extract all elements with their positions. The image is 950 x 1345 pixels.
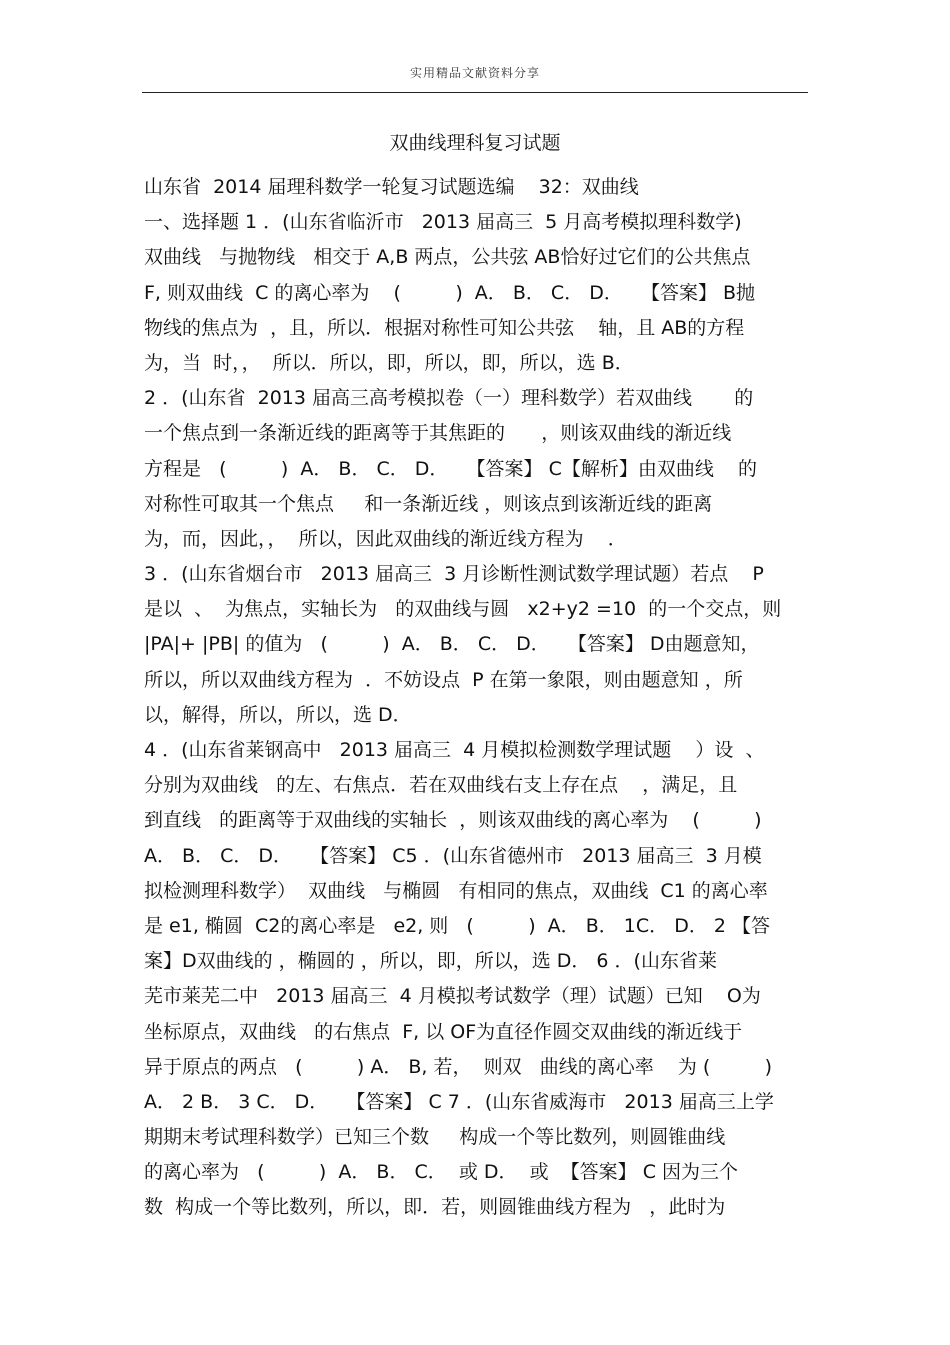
text-line: F, 则双曲线 C 的离心率为 ( ) A． B． C． D． 【答案】 B抛 bbox=[144, 281, 756, 304]
text-line: 异于原点的两点 ( ) A． B, 若， 则双 曲线的离心率 为 ( ) bbox=[144, 1055, 773, 1078]
text-line: 山东省 2014 届理科数学一轮复习试题选编 32：双曲线 bbox=[144, 176, 639, 198]
text-line: 坐标原点，双曲线 的右焦点 F, 以 OF为直径作圆交双曲线的渐近线于 bbox=[144, 1020, 743, 1043]
running-header: 实用精品文献资料分享 bbox=[409, 66, 540, 80]
header-divider bbox=[142, 92, 808, 93]
text-line: 2 ．(山东省 2013 届高三高考模拟卷（一）理科数学）若双曲线 的 bbox=[144, 387, 754, 410]
text-line: 分别为双曲线 的左、右焦点．若在双曲线右支上存在点 ，满足，且 bbox=[144, 774, 738, 797]
text-line: 为，而，因此，， 所以，因此双曲线的渐近线方程为 ． bbox=[144, 527, 627, 550]
text-line: 一个焦点到一条渐近线的距离等于其焦距的 ，则该双曲线的渐近线 bbox=[144, 422, 732, 445]
text-line: 一、选择题 1 ．(山东省临沂市 2013 届高三 5 月高考模拟理科数学) bbox=[144, 211, 742, 234]
text-line: 以，解得，所以，所以，选 D． bbox=[144, 703, 412, 726]
text-line: 对称性可取其一个焦点 和一条渐近线 ，则该点到该渐近线的距离 bbox=[144, 492, 713, 515]
text-line: 芜市莱芜二中 2013 届高三 4 月模拟考试数学（理）试题）已知 O为 bbox=[144, 985, 761, 1008]
text-line: 是 e1, 椭圆 C2的离心率是 e2, 则 ( ) A． B． 1C． D． 2 【答 bbox=[144, 914, 770, 937]
text-line: 为，当 时，， 所以．所以，即，所以，即，所以，选 B． bbox=[144, 351, 634, 374]
text-line: 是以 、 为焦点，实轴长为 的双曲线与圆 x2+y2 =10 的一个交点，则 bbox=[144, 598, 782, 621]
text-line: 物线的焦点为 ，且，所以．根据对称性可知公共弦 轴，且 AB的方程 bbox=[144, 316, 745, 339]
text-line: 期期末考试理科数学）已知三个数 构成一个等比数列，则圆锥曲线 bbox=[144, 1126, 726, 1149]
text-line: 的离心率为 ( ) A． B． C． 或 D． 或 【答案】 C 因为三个 bbox=[144, 1161, 739, 1184]
document-title: 双曲线理科复习试题 bbox=[389, 132, 561, 154]
text-line: 双曲线 与抛物线 相交于 A,B 两点，公共弦 AB恰好过它们的公共焦点 bbox=[144, 246, 751, 269]
text-line: 4 ．(山东省莱钢高中 2013 届高三 4 月模拟检测数学理试题 ）设 、 bbox=[144, 739, 765, 761]
text-line: 所以，所以双曲线方程为 ．不妨设点 P 在第一象限，则由题意知 ，所 bbox=[144, 668, 743, 691]
text-line: 到直线 的距离等于双曲线的实轴长 ，则该双曲线的离心率为 ( ) bbox=[144, 809, 762, 832]
text-line: 3 ．(山东省烟台市 2013 届高三 3 月诊断性测试数学理试题）若点 P bbox=[144, 563, 764, 586]
text-line: 方程是 ( ) A． B． C． D． 【答案】 C【解析】由双曲线 的 bbox=[144, 457, 758, 480]
text-line: |PA|+ |PB| 的值为 ( ) A． B． C． D． 【答案】 D由题意知， bbox=[144, 633, 760, 656]
text-line: 拟检测理科数学） 双曲线 与椭圆 有相同的焦点，双曲线 C1 的离心率 bbox=[144, 879, 768, 902]
text-line: A． 2 B． 3 C． D． 【答案】 C 7 ．(山东省威海市 2013 届高三上学 bbox=[144, 1090, 774, 1113]
text-line: 数 构成一个等比数列，所以，即．若，则圆锥曲线方程为 ，此时为 bbox=[144, 1196, 726, 1219]
text-line: A． B． C． D． 【答案】 C5 ．(山东省德州市 2013 届高三 3 月模 bbox=[144, 844, 762, 867]
text-line: 案】D双曲线的 ，椭圆的 ，所以，即，所以，选 D． 6 ．(山东省莱 bbox=[144, 950, 717, 973]
body-text bbox=[144, 170, 810, 1226]
